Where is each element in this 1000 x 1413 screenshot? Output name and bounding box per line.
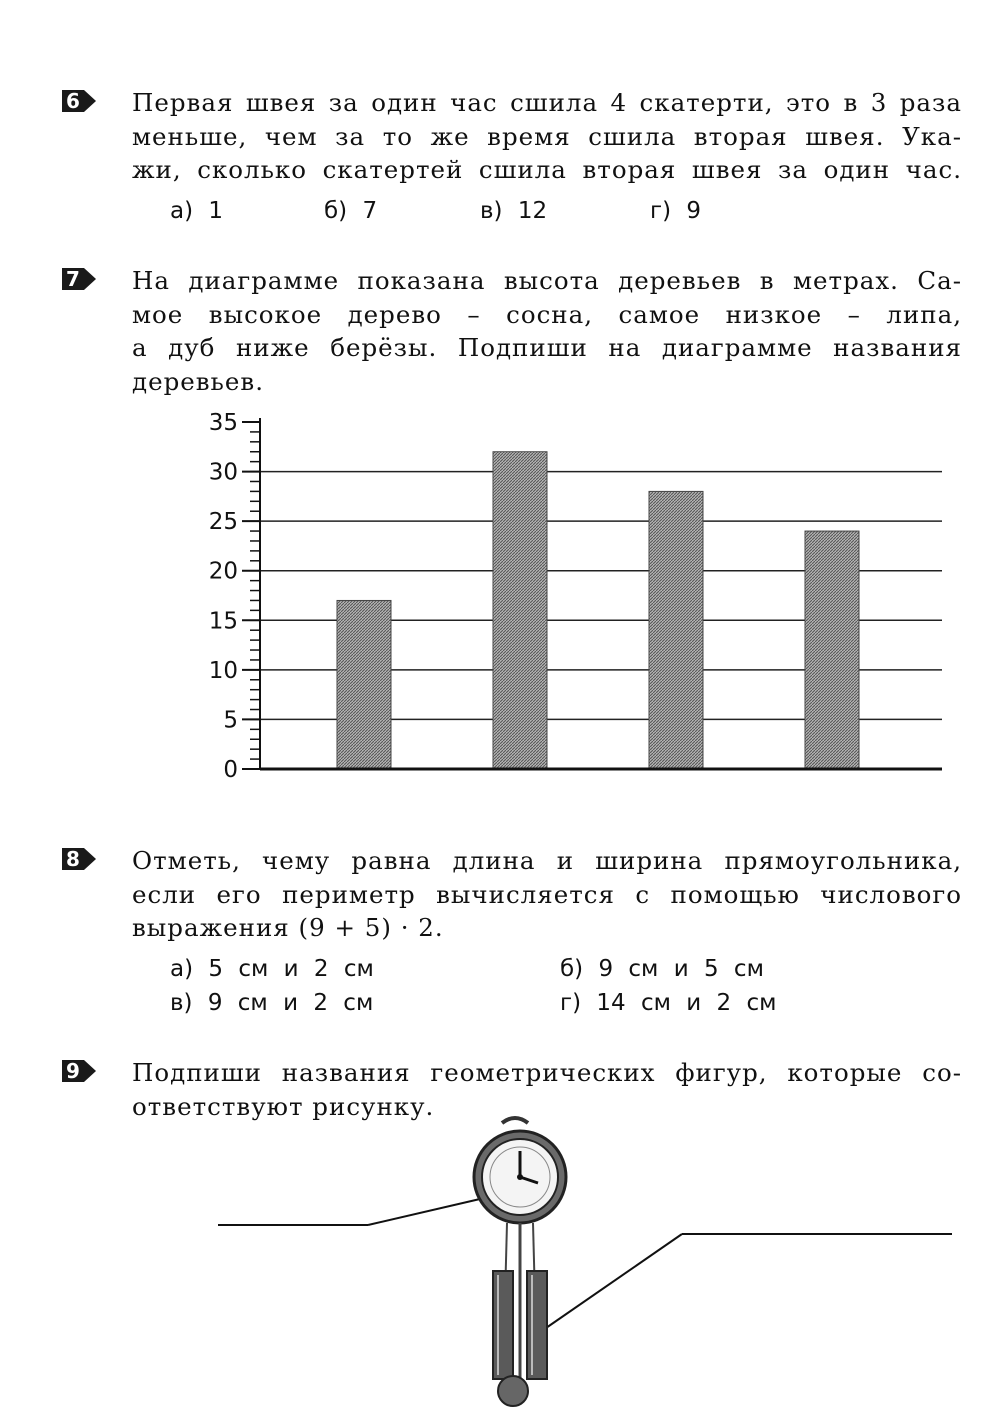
option-g[interactable]: г) 9 (650, 198, 702, 224)
y-tick-label: 25 (208, 509, 238, 536)
option-v[interactable]: в) 9 см и 2 см (170, 990, 374, 1016)
clock-icon (474, 1118, 566, 1406)
text-line: жи, сколько скатертей сшила вторая швея за один час. (132, 155, 962, 184)
y-tick-label: 10 (208, 657, 238, 684)
pendulum-clock-illustration (0, 1113, 1000, 1413)
bar (649, 491, 703, 769)
text-line: меньше, чем за то же время сшила вторая швея. Ука- (132, 121, 962, 151)
task-text (132, 86, 962, 187)
chevron-right-icon (84, 90, 96, 112)
y-tick-label: 5 (223, 707, 238, 734)
text-line: выражения (9 + 5) · 2. (132, 913, 444, 942)
task-number: 7 (62, 268, 84, 290)
option-b[interactable]: б) 7 (324, 198, 378, 224)
text-line: Отметь, чему равна длина и ширина прямоугольника, (132, 846, 962, 875)
bar (337, 600, 391, 769)
option-v[interactable]: в) 12 (480, 198, 548, 224)
task-8-options (0, 956, 1000, 1026)
task-number-badge (62, 268, 96, 290)
y-tick-label: 30 (208, 459, 238, 486)
text-line: мое высокое дерево – сосна, самое низкое – липа, (132, 299, 962, 329)
y-tick-label: 15 (208, 608, 238, 635)
y-tick-label: 35 (208, 410, 238, 436)
task-number: 6 (62, 90, 84, 112)
option-a[interactable]: а) 5 см и 2 см (170, 956, 374, 982)
task-text (132, 264, 962, 398)
text-line: если его периметр вычисляется с помощью числового (132, 879, 962, 909)
chevron-right-icon (84, 268, 96, 290)
task-8 (62, 844, 962, 945)
pointer-line-to-rectangle (546, 1234, 682, 1328)
chevron-right-icon (84, 848, 96, 870)
text-line: Подпиши названия геометрических фигур, которые со- (132, 1058, 962, 1087)
task-6 (62, 86, 962, 187)
option-g[interactable]: г) 14 см и 2 см (560, 990, 777, 1016)
y-tick-label: 20 (208, 558, 238, 585)
task-6-options (0, 198, 1000, 230)
pointer-line-to-circle (368, 1199, 480, 1225)
text-line: а дуб ниже берёзы. Подпиши на диаграмме названия (132, 333, 962, 362)
y-tick-label: 0 (223, 757, 238, 783)
task-number-badge (62, 848, 96, 870)
option-b[interactable]: б) 9 см и 5 см (560, 956, 764, 982)
chevron-right-icon (84, 1060, 96, 1082)
bar (493, 452, 547, 769)
tree-height-bar-chart (200, 405, 960, 790)
text-line: На диаграмме показана высота деревьев в метрах. Са- (132, 266, 962, 295)
text-line: Первая швея за один час сшила 4 скатерти, это в 3 раза (132, 88, 962, 117)
chart-bars (337, 452, 859, 769)
task-text (132, 844, 962, 945)
task-number: 8 (62, 848, 84, 870)
task-7 (62, 264, 962, 398)
text-line: ответствуют рисунку. (132, 1091, 435, 1121)
option-a[interactable]: а) 1 (170, 198, 224, 224)
bar (805, 531, 859, 769)
text-line: деревьев. (132, 366, 264, 396)
task-number: 9 (62, 1060, 84, 1082)
task-number-badge (62, 90, 96, 112)
task-number-badge (62, 1060, 96, 1082)
